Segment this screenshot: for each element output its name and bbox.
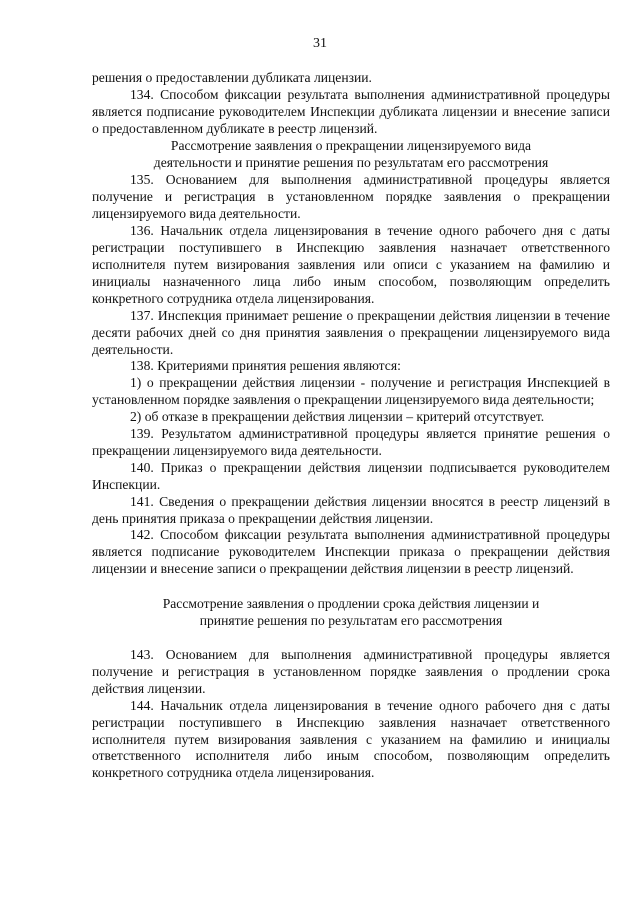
paragraph: 139. Результатом административной процедуры является принятие решения о прекращении лицензируемого вида деятельности. xyxy=(92,426,610,458)
paragraph: 2) об отказе в прекращении действия лицензии – критерий отсутствует. xyxy=(130,409,545,425)
paragraph: 141. Сведения о прекращении действия лицензии вносятся в реестр лицензий в день принятия приказа о прекращении действия лицензии. xyxy=(92,493,610,526)
paragraph: 140. Приказ о прекращении действия лицензии подписывается руководителем Инспекции. xyxy=(92,459,610,492)
paragraph: 1) о прекращении действия лицензии - получение и регистрация Инспекцией в установленном порядке заявления о прекращении лицензируемого вида деятельности; xyxy=(92,375,610,408)
paragraph: решения о предоставлении дубликата лицензии. xyxy=(92,70,372,85)
section-heading-line: деятельности и принятие решения по результатам его рассмотрения xyxy=(153,154,549,170)
page-number: 31 xyxy=(313,36,327,51)
paragraph: 144. Начальник отдела лицензирования в течение одного рабочего дня с даты регистрации поступившего в Инспекцию заявления назначает ответственного исполнителя путем визирования заявления с указанием на фамилию и инициалы ответственного исполнителя либо иным способом, позволяющим определить конкретного сотрудника отдела лицензирования. xyxy=(92,697,610,781)
section-heading xyxy=(92,138,610,172)
paragraph: 142. Способом фиксации результата выполнения административной процедуры является подписание руководителем Инспекции приказа о прекращении действия лицензии и внесение записи о прекращении действия лицензии в реестр лицензий. xyxy=(92,527,610,577)
spacer xyxy=(92,631,610,647)
paragraph: 134. Способом фиксации результата выполнения административной процедуры является подписание руководителем Инспекции дубликата лицензии и внесение записи о предоставленном дубликате в реестр лицензий. xyxy=(92,86,610,136)
section-heading-line: Рассмотрение заявления о прекращении лицензируемого вида xyxy=(170,137,532,153)
paragraph: 136. Начальник отдела лицензирования в течение одного рабочего дня с даты регистрации поступившего в Инспекцию заявления назначает ответственного исполнителя путем визирования заявления или описи с указанием на фамилию и инициалы назначенного лица либо иным способом, позволяющим определить конкретного сотрудника отдела лицензирования. xyxy=(92,223,610,306)
section-heading xyxy=(92,596,610,630)
section-heading-line: Рассмотрение заявления о продлении срока действия лицензии и xyxy=(162,596,540,612)
paragraph: 143. Основанием для выполнения административной процедуры является получение и регистрация в установленном порядке заявления о продлении срока действия лицензии. xyxy=(92,647,610,696)
spacer xyxy=(92,578,610,596)
section-heading-line: принятие решения по результатам его рассмотрения xyxy=(199,613,503,629)
paragraph: 137. Инспекция принимает решение о прекращении действия лицензии в течение десяти рабочих дней со дня принятия заявления о прекращении лицензируемого вида деятельности. xyxy=(92,307,610,357)
document-body xyxy=(92,70,610,782)
paragraph: 138. Критериями принятия решения являются: xyxy=(130,358,401,374)
paragraph: 135. Основанием для выполнения административной процедуры является получение и регистрация в установленном порядке заявления о прекращении лицензируемого вида деятельности. xyxy=(92,172,610,222)
